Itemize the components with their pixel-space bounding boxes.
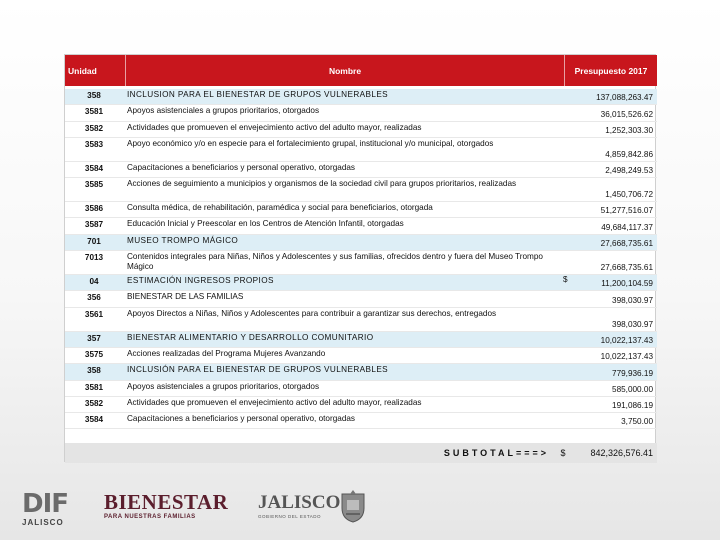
cell-currency-sign [563,122,573,137]
table-row [65,291,657,307]
cell-nombre: Acciones de seguimiento a municipios y organismos de la sociedad civil para grupos prioritarios, realizadas [127,179,517,189]
cell-amount: 191,086.19 [612,401,653,411]
cell-unidad: 356 [87,293,101,303]
cell-unidad: 358 [87,91,101,100]
cell-unidad: 3585 [84,180,104,190]
cell-amount: 49,684,117.37 [601,222,653,232]
cell-unidad: 3575 [84,349,104,359]
cell-amount: 36,015,526.62 [600,109,653,119]
subtotal-label: SUBTOTAL===> [443,448,549,458]
cell-nombre: Capacitaciones a beneficiarios y personal operativo, otorgadas [127,414,356,424]
cell-nombre: Capacitaciones a beneficiarios y personal operativo, otorgadas [127,162,356,172]
cell-nombre: Contenidos integrales para Niñas, Niños y Adolescentes y sus familias, ofrecidos dentro y fuera del Museo Trompo Mágico [127,252,543,272]
cell-nombre: Apoyos asistenciales a grupos prioritarios, otorgados [127,381,320,391]
cell-nombre: Educación Inicial y Preescolar en los Centros de Atención Infantil, otorgadas [127,219,404,229]
cell-nombre: MUSEO TROMPO MÁGICO [127,235,239,245]
footer-logos [0,484,720,540]
cell-unidad: 358 [87,366,101,376]
cell-unidad: 701 [87,236,101,246]
table-row [65,218,657,234]
header-presupuesto: Presupuesto 2017 [574,65,648,76]
cell-currency-sign [563,202,573,217]
table-body [65,89,657,429]
cell-unidad: 3582 [84,398,104,408]
cell-amount: 779,936.19 [612,368,653,378]
cell-unidad: 3587 [84,220,104,230]
cell-currency-sign [563,364,573,379]
cell-unidad: 3581 [84,382,104,392]
cell-currency-sign [563,89,573,104]
table-row [65,308,657,332]
cell-currency-sign [563,308,573,331]
cell-currency-sign [563,178,573,201]
table-row [65,413,657,429]
cell-currency-sign [563,332,573,347]
table-row [65,348,657,364]
cell-currency-sign [563,218,573,233]
cell-amount: 51,277,516.07 [600,206,653,216]
cell-amount: 1,450,706.72 [605,190,653,200]
bienestar-logo-sub: PARA NUESTRAS FAMILIAS [104,514,196,520]
cell-currency-sign [563,251,573,274]
cell-amount: 10,022,137.43 [600,335,653,345]
cell-currency-sign [563,397,573,412]
table-row [65,235,657,251]
cell-amount: 27,668,735.61 [600,263,653,273]
cell-amount: 3,750.00 [621,417,653,427]
table-row [65,105,657,121]
budget-table [64,54,656,462]
cell-unidad: 3583 [84,139,104,149]
subtotal-currency-sign: $ [560,448,566,458]
cell-nombre: Acciones realizadas del Programa Mujeres Avanzando [127,348,326,358]
header-unidad: Unidad [65,55,126,86]
bienestar-logo-icon [104,490,234,534]
cell-currency-sign [563,381,573,396]
table-row [65,251,657,275]
cell-amount: 398,030.97 [612,295,653,305]
cell-nombre: Consulta médica, de rehabilitación, paramédica y social para beneficiarios, otorgada [127,203,433,213]
jalisco-logo-sub: GOBIERNO DEL ESTADO [258,514,322,519]
cell-nombre: Actividades que promueven el envejecimiento activo del adulto mayor, realizadas [127,397,422,407]
table-header [65,55,657,86]
cell-currency-sign [563,138,573,161]
jalisco-logo-name: JALISCO [258,492,341,513]
cell-currency-sign [563,162,573,177]
header-nombre: Nombre [126,55,565,86]
table-row [65,381,657,397]
dif-logo-sub: JALISCO [22,518,64,527]
cell-amount: 10,022,137.43 [600,352,653,362]
cell-currency-sign [563,291,573,306]
cell-nombre: Apoyos Directos a Niñas, Niños y Adolescentes para contribuir a garantizar sus derechos, entregados [127,308,497,318]
cell-amount: 2,498,249.53 [605,166,653,176]
table-row [65,275,657,291]
cell-amount: 27,668,735.61 [600,239,653,249]
cell-nombre: Apoyo económico y/o en especie para el fortalecimiento grupal, institucional y/o municipal, otorgados [127,138,494,148]
cell-currency-sign [563,105,573,120]
table-row [65,122,657,138]
cell-amount: 11,200,104.59 [601,279,653,289]
table-row [65,162,657,178]
cell-unidad: 3584 [84,163,104,173]
cell-nombre: ESTIMACIÓN INGRESOS PROPIOS [127,276,274,286]
cell-unidad: 3582 [84,123,104,133]
cell-amount: 4,859,842.86 [605,149,653,159]
cell-amount: 137,088,263.47 [596,93,653,103]
table-row [65,178,657,202]
cell-unidad: 7013 [84,253,104,263]
cell-unidad: 3584 [84,415,104,425]
cell-nombre: Actividades que promueven el envejecimiento activo del adulto mayor, realizadas [127,122,422,132]
table-row [65,138,657,162]
cell-amount: 398,030.97 [612,319,653,329]
cell-unidad: 04 [89,277,99,287]
cell-nombre: Apoyos asistenciales a grupos prioritarios, otorgados [127,106,320,116]
table-row [65,89,657,105]
cell-nombre: BIENESTAR ALIMENTARIO Y DESARROLLO COMUNITARIO [127,332,374,342]
cell-nombre: INCLUSIÓN PARA EL BIENESTAR DE GRUPOS VULNERABLES [127,365,389,375]
cell-nombre: BIENESTAR DE LAS FAMILIAS [127,292,244,302]
cell-unidad: 3561 [84,309,104,319]
cell-nombre: INCLUSION PARA EL BIENESTAR DE GRUPOS VULNERABLES [127,90,389,99]
cell-currency-sign [563,235,573,250]
cell-currency-sign [563,348,573,363]
table-row [65,332,657,348]
cell-amount: 1,252,303.30 [605,125,653,135]
table-row [65,397,657,413]
jalisco-logo-icon [258,492,388,536]
dif-logo-icon [22,490,80,534]
cell-currency-sign: $ [563,275,568,285]
bienestar-logo-name: BIENESTAR [104,490,229,514]
dif-logo-name: DIF [22,489,69,519]
cell-amount: 585,000.00 [612,384,653,394]
cell-unidad: 357 [87,333,101,343]
subtotal-row [65,443,657,463]
cell-currency-sign [563,413,573,428]
table-row [65,202,657,218]
table-row [65,364,657,380]
subtotal-amount: 842,326,576.41 [590,448,653,458]
cell-unidad: 3581 [84,107,104,117]
cell-unidad: 3586 [84,204,104,214]
jalisco-seal-icon [338,488,368,524]
